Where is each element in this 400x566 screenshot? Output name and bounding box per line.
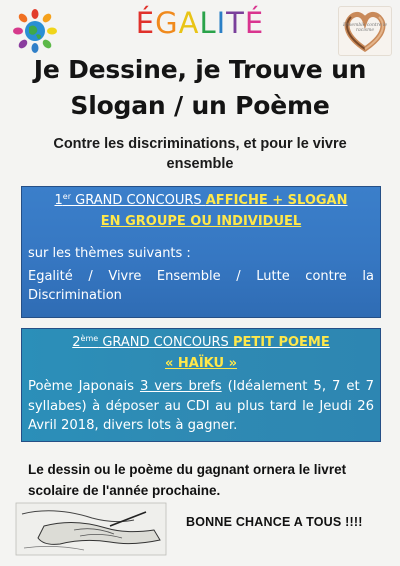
contest-1-themes-line-2: Discrimination — [28, 288, 122, 303]
page-title — [0, 52, 400, 124]
contest-2-heading: 2ème GRAND CONCOURS PETIT POEME — [72, 334, 330, 350]
subtitle — [20, 134, 380, 174]
contest-2-description: Poème Japonais 3 vers brefs (Idéalement 5, 7 et 7 syllabes) à déposer au CDI au plus tard le Jeudi 26 Avril 2018, divers lots à gagner. — [28, 379, 379, 433]
contest-1-heading: 1er GRAND CONCOURS AFFICHE + SLOGAN — [54, 192, 348, 208]
heart-hands-icon — [338, 6, 392, 56]
contest-2-subheading: « HAÏKU » — [164, 356, 238, 371]
right-logo-caption: Ensemble contre le racisme — [342, 23, 388, 33]
egalite-logo-title: ÉGALITÉ — [135, 6, 265, 40]
contest-1-themes-line-1: Egalité / Vivre Ensemble / Lutte contre la — [28, 269, 374, 284]
drawing-hand-sketch — [14, 500, 172, 558]
title-line-2: Slogan / un Poème — [70, 91, 330, 120]
contest-box-poster-slogan — [21, 186, 381, 318]
winner-note-line-1: Le dessin ou le poème du gagnant ornera le livret — [28, 462, 347, 477]
good-luck-message: BONNE CHANCE A TOUS !!!! — [186, 515, 363, 529]
subtitle-line-2: ensemble — [166, 156, 234, 172]
winner-note — [28, 459, 378, 501]
winner-note-line-2: scolaire de l'année prochaine. — [28, 483, 221, 498]
contest-1-subheading: EN GROUPE OU INDIVIDUEL — [100, 214, 302, 229]
contest-1-intro: sur les thèmes suivants : — [28, 246, 191, 261]
title-line-1: Je Dessine, je Trouve un — [33, 55, 367, 84]
subtitle-line-1: Contre les discriminations, et pour le vivre — [53, 136, 347, 152]
contest-box-haiku — [21, 328, 381, 442]
